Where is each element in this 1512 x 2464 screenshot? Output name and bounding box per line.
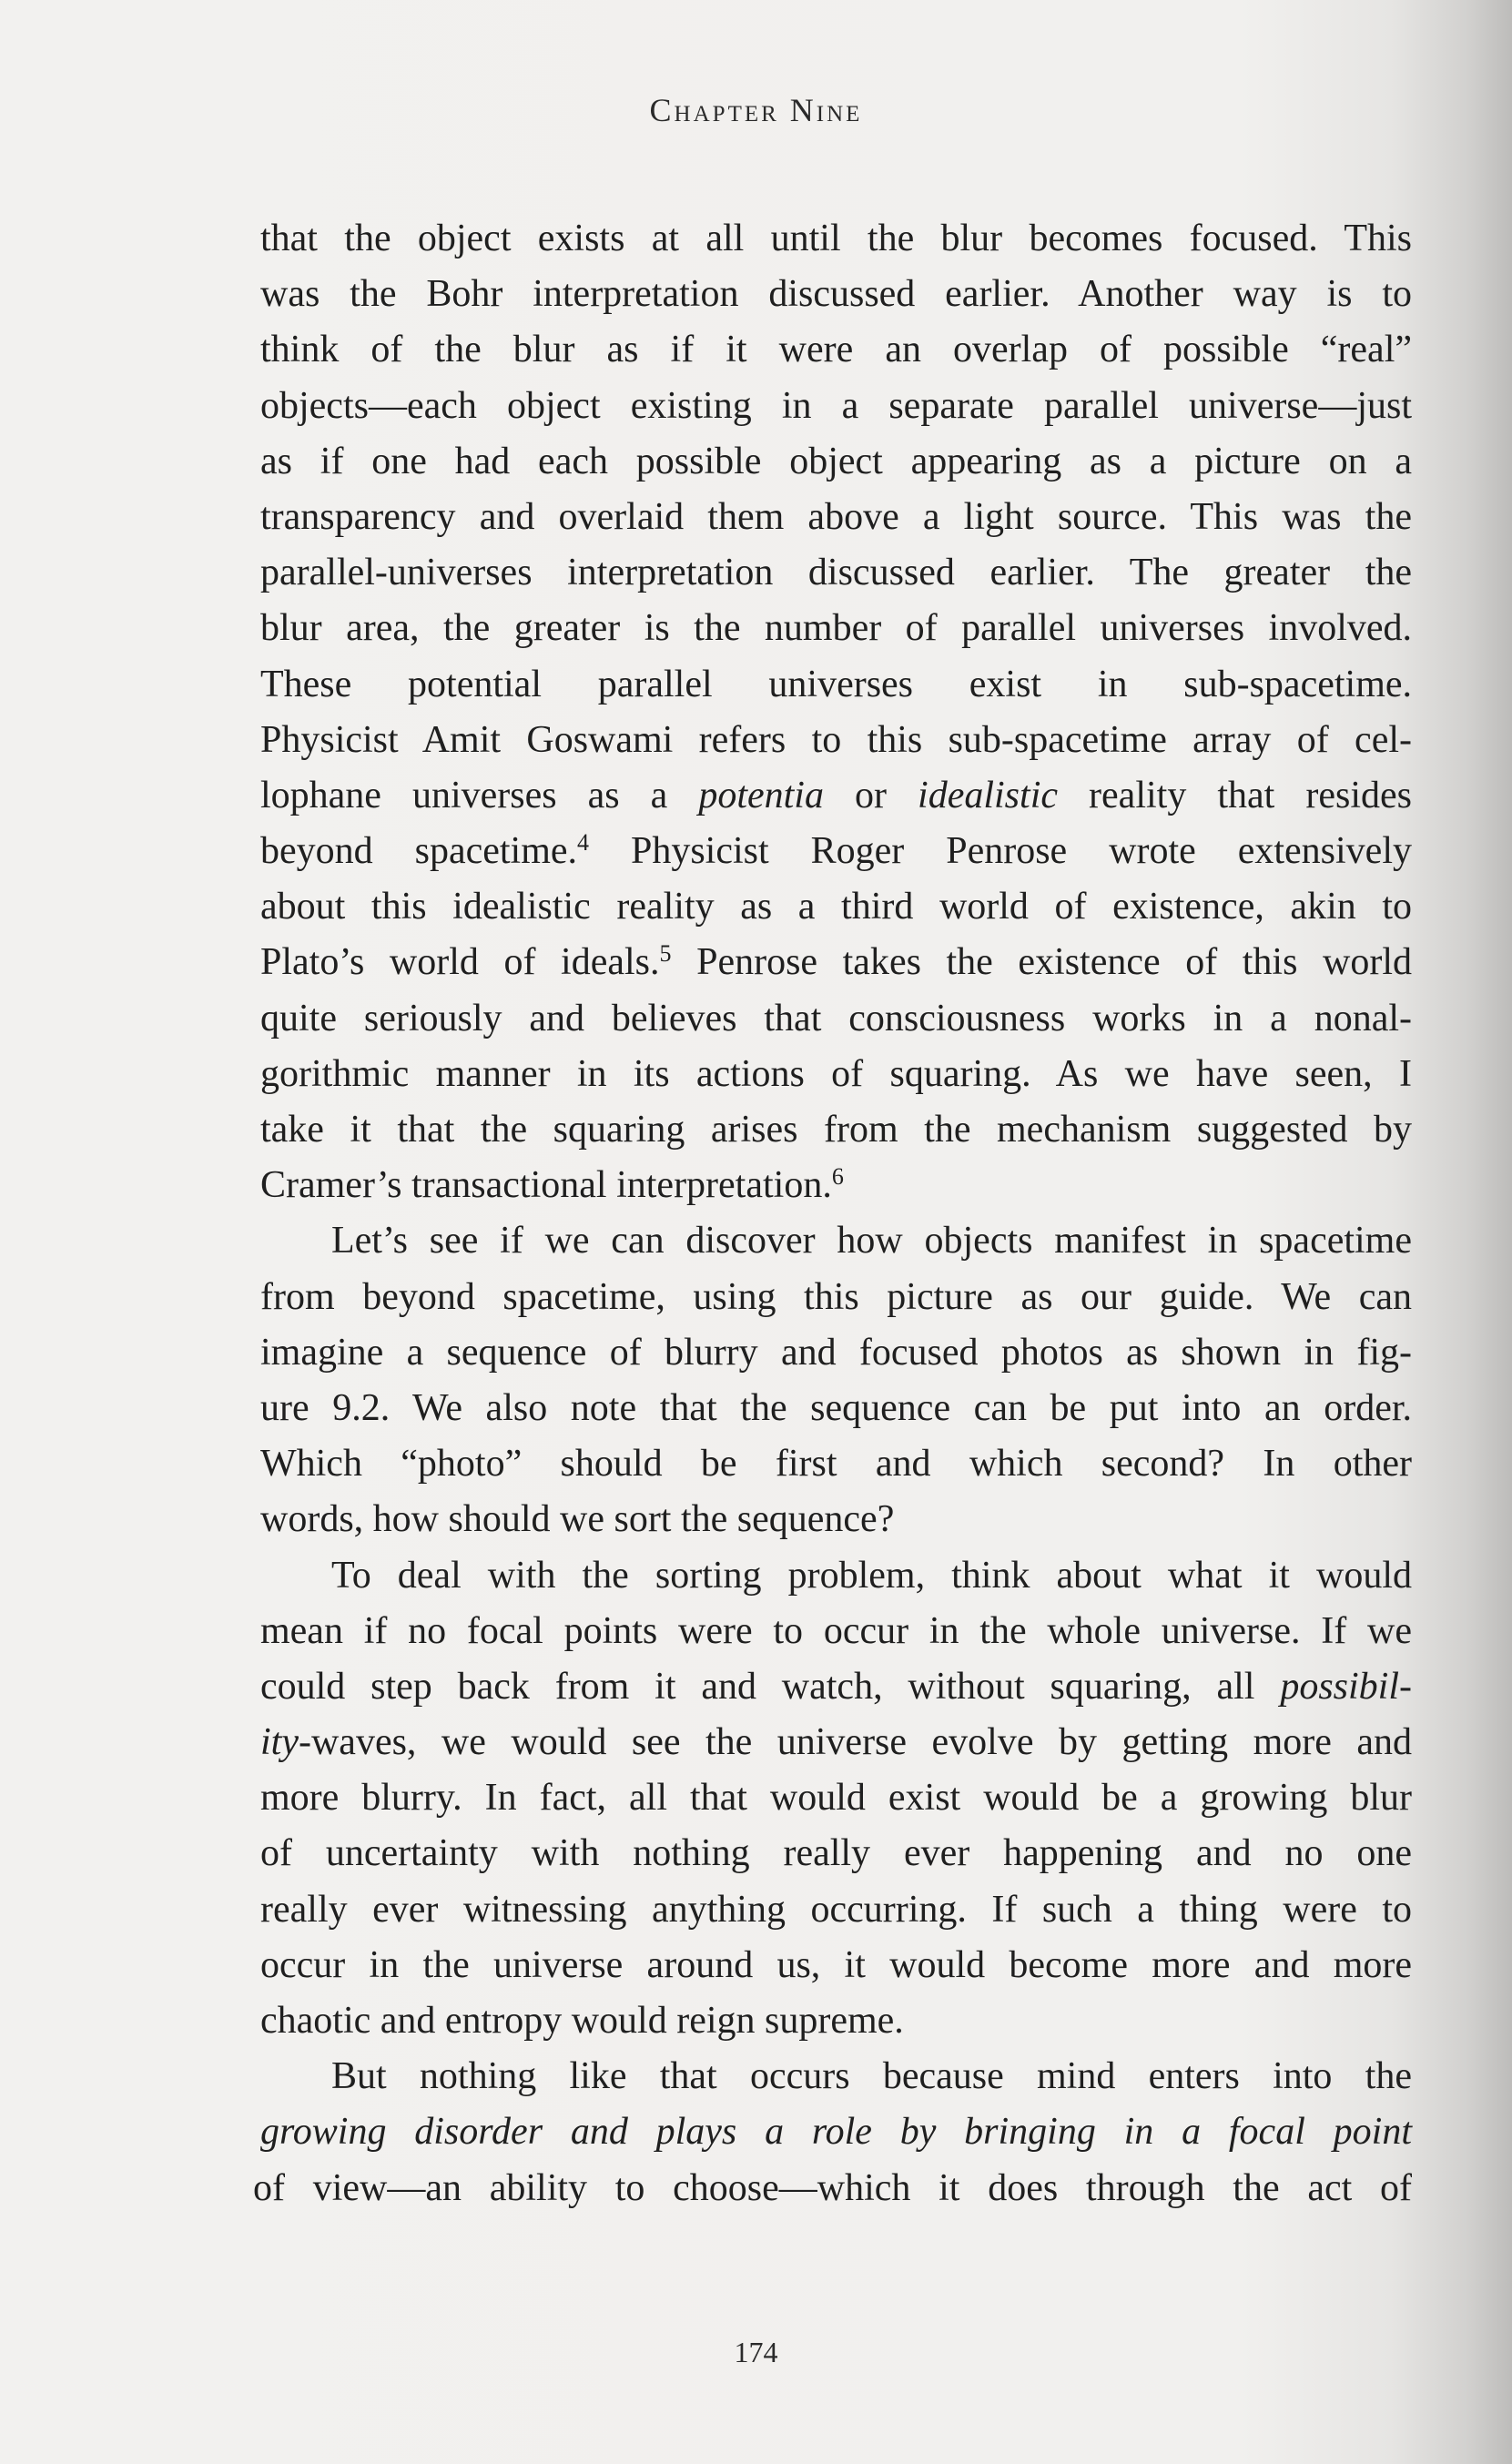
- text-run: -waves, we would see the universe evolve by getting more and: [298, 1721, 1412, 1764]
- text-line: [260, 824, 1412, 879]
- italic-term: potentia: [698, 774, 824, 816]
- text-line: words, how should we sort the sequence?: [260, 1498, 895, 1541]
- text-run: Plato’s world of ideals.: [260, 941, 660, 984]
- paragraph-first-line: But nothing like that occurs because mind enters into the: [331, 2055, 1412, 2098]
- page-number: 174: [734, 2336, 778, 2368]
- text-line: occur in the universe around us, it would become more and more: [260, 1943, 1412, 1986]
- text-line: really ever witnessing anything occurring. If such a thing were to: [260, 1888, 1412, 1931]
- text-line: imagine a sequence of blurry and focused photos as shown in fig-: [260, 1331, 1412, 1374]
- text-run: lophane universes as a: [260, 774, 699, 816]
- text-run: or: [823, 774, 918, 816]
- text-line: [260, 1158, 1412, 1213]
- text-line: about this idealistic reality as a third world of existence, akin to: [260, 886, 1412, 928]
- italic-term: possibil-: [1280, 1665, 1412, 1708]
- running-head: Chapter Nine: [649, 92, 863, 128]
- text-line: [260, 935, 1412, 990]
- text-line: blur area, the greater is the number of parallel universes involved.: [260, 607, 1412, 650]
- text-run: could step back from it and watch, without squaring, all: [260, 1665, 1281, 1708]
- text-run: beyond spacetime.: [260, 830, 578, 873]
- text-line: take it that the squaring arises from the mechanism suggested by: [260, 1109, 1412, 1151]
- text-line: of view—an ability to choose—which it does through the act of: [253, 2166, 1412, 2209]
- paragraph-first-line: To deal with the sorting problem, think about what it would: [331, 1554, 1412, 1597]
- body-text: [253, 211, 1413, 2216]
- text-line: [260, 768, 1412, 824]
- text-line: from beyond spacetime, using this picture as our guide. We can: [260, 1275, 1412, 1318]
- text-line: growing disorder and plays a role by bringing in a focal point: [260, 2111, 1412, 2154]
- text-line: These potential parallel universes exist in sub-spacetime.: [260, 663, 1412, 705]
- text-line: objects—each object existing in a separate parallel universe—just: [260, 384, 1412, 427]
- text-line: ure 9.2. We also note that the sequence can be put into an order.: [260, 1386, 1412, 1429]
- text-line: Physicist Amit Goswami refers to this sub-spacetime array of cel-: [260, 718, 1412, 761]
- italic-term: ity: [260, 1721, 299, 1764]
- text-line: was the Bohr interpretation discussed earlier. Another way is to: [260, 273, 1412, 316]
- text-line: chaotic and entropy would reign supreme.: [260, 2000, 904, 2042]
- text-line: [260, 1715, 1412, 1770]
- text-line: of uncertainty with nothing really ever happening and no one: [260, 1832, 1412, 1875]
- footnote-ref: 6: [831, 1163, 844, 1191]
- text-line: transparency and overlaid them above a light source. This was the: [260, 495, 1412, 538]
- footnote-ref: 4: [577, 829, 590, 857]
- text-line: as if one had each possible object appearing as a picture on a: [260, 440, 1412, 482]
- italic-term: idealistic: [918, 774, 1059, 816]
- text-run: Physicist Roger Penrose wrote extensively: [589, 830, 1412, 873]
- text-line: parallel-universes interpretation discussed earlier. The greater the: [260, 552, 1412, 594]
- text-line: [260, 1659, 1412, 1715]
- text-line: gorithmic manner in its actions of squaring. As we have seen, I: [260, 1052, 1412, 1095]
- text-line: Which “photo” should be first and which second? In other: [260, 1443, 1412, 1485]
- text-line: mean if no focal points were to occur in the whole universe. If we: [260, 1609, 1412, 1652]
- text-run: reality that resides: [1058, 774, 1412, 816]
- text-line: more blurry. In fact, all that would exist would be a growing blur: [260, 1777, 1412, 1820]
- footnote-ref: 5: [659, 940, 672, 968]
- text-line: that the object exists at all until the blur becomes focused. This: [260, 218, 1412, 259]
- text-line: quite seriously and believes that consciousness works in a nonal-: [260, 997, 1412, 1039]
- text-run: Cramer’s transactional interpretation.: [260, 1164, 832, 1207]
- text-line: think of the blur as if it were an overlap of possible “real”: [260, 329, 1412, 371]
- paragraph-first-line: Let’s see if we can discover how objects manifest in spacetime: [331, 1220, 1412, 1262]
- text-run: Penrose takes the existence of this world: [671, 941, 1413, 984]
